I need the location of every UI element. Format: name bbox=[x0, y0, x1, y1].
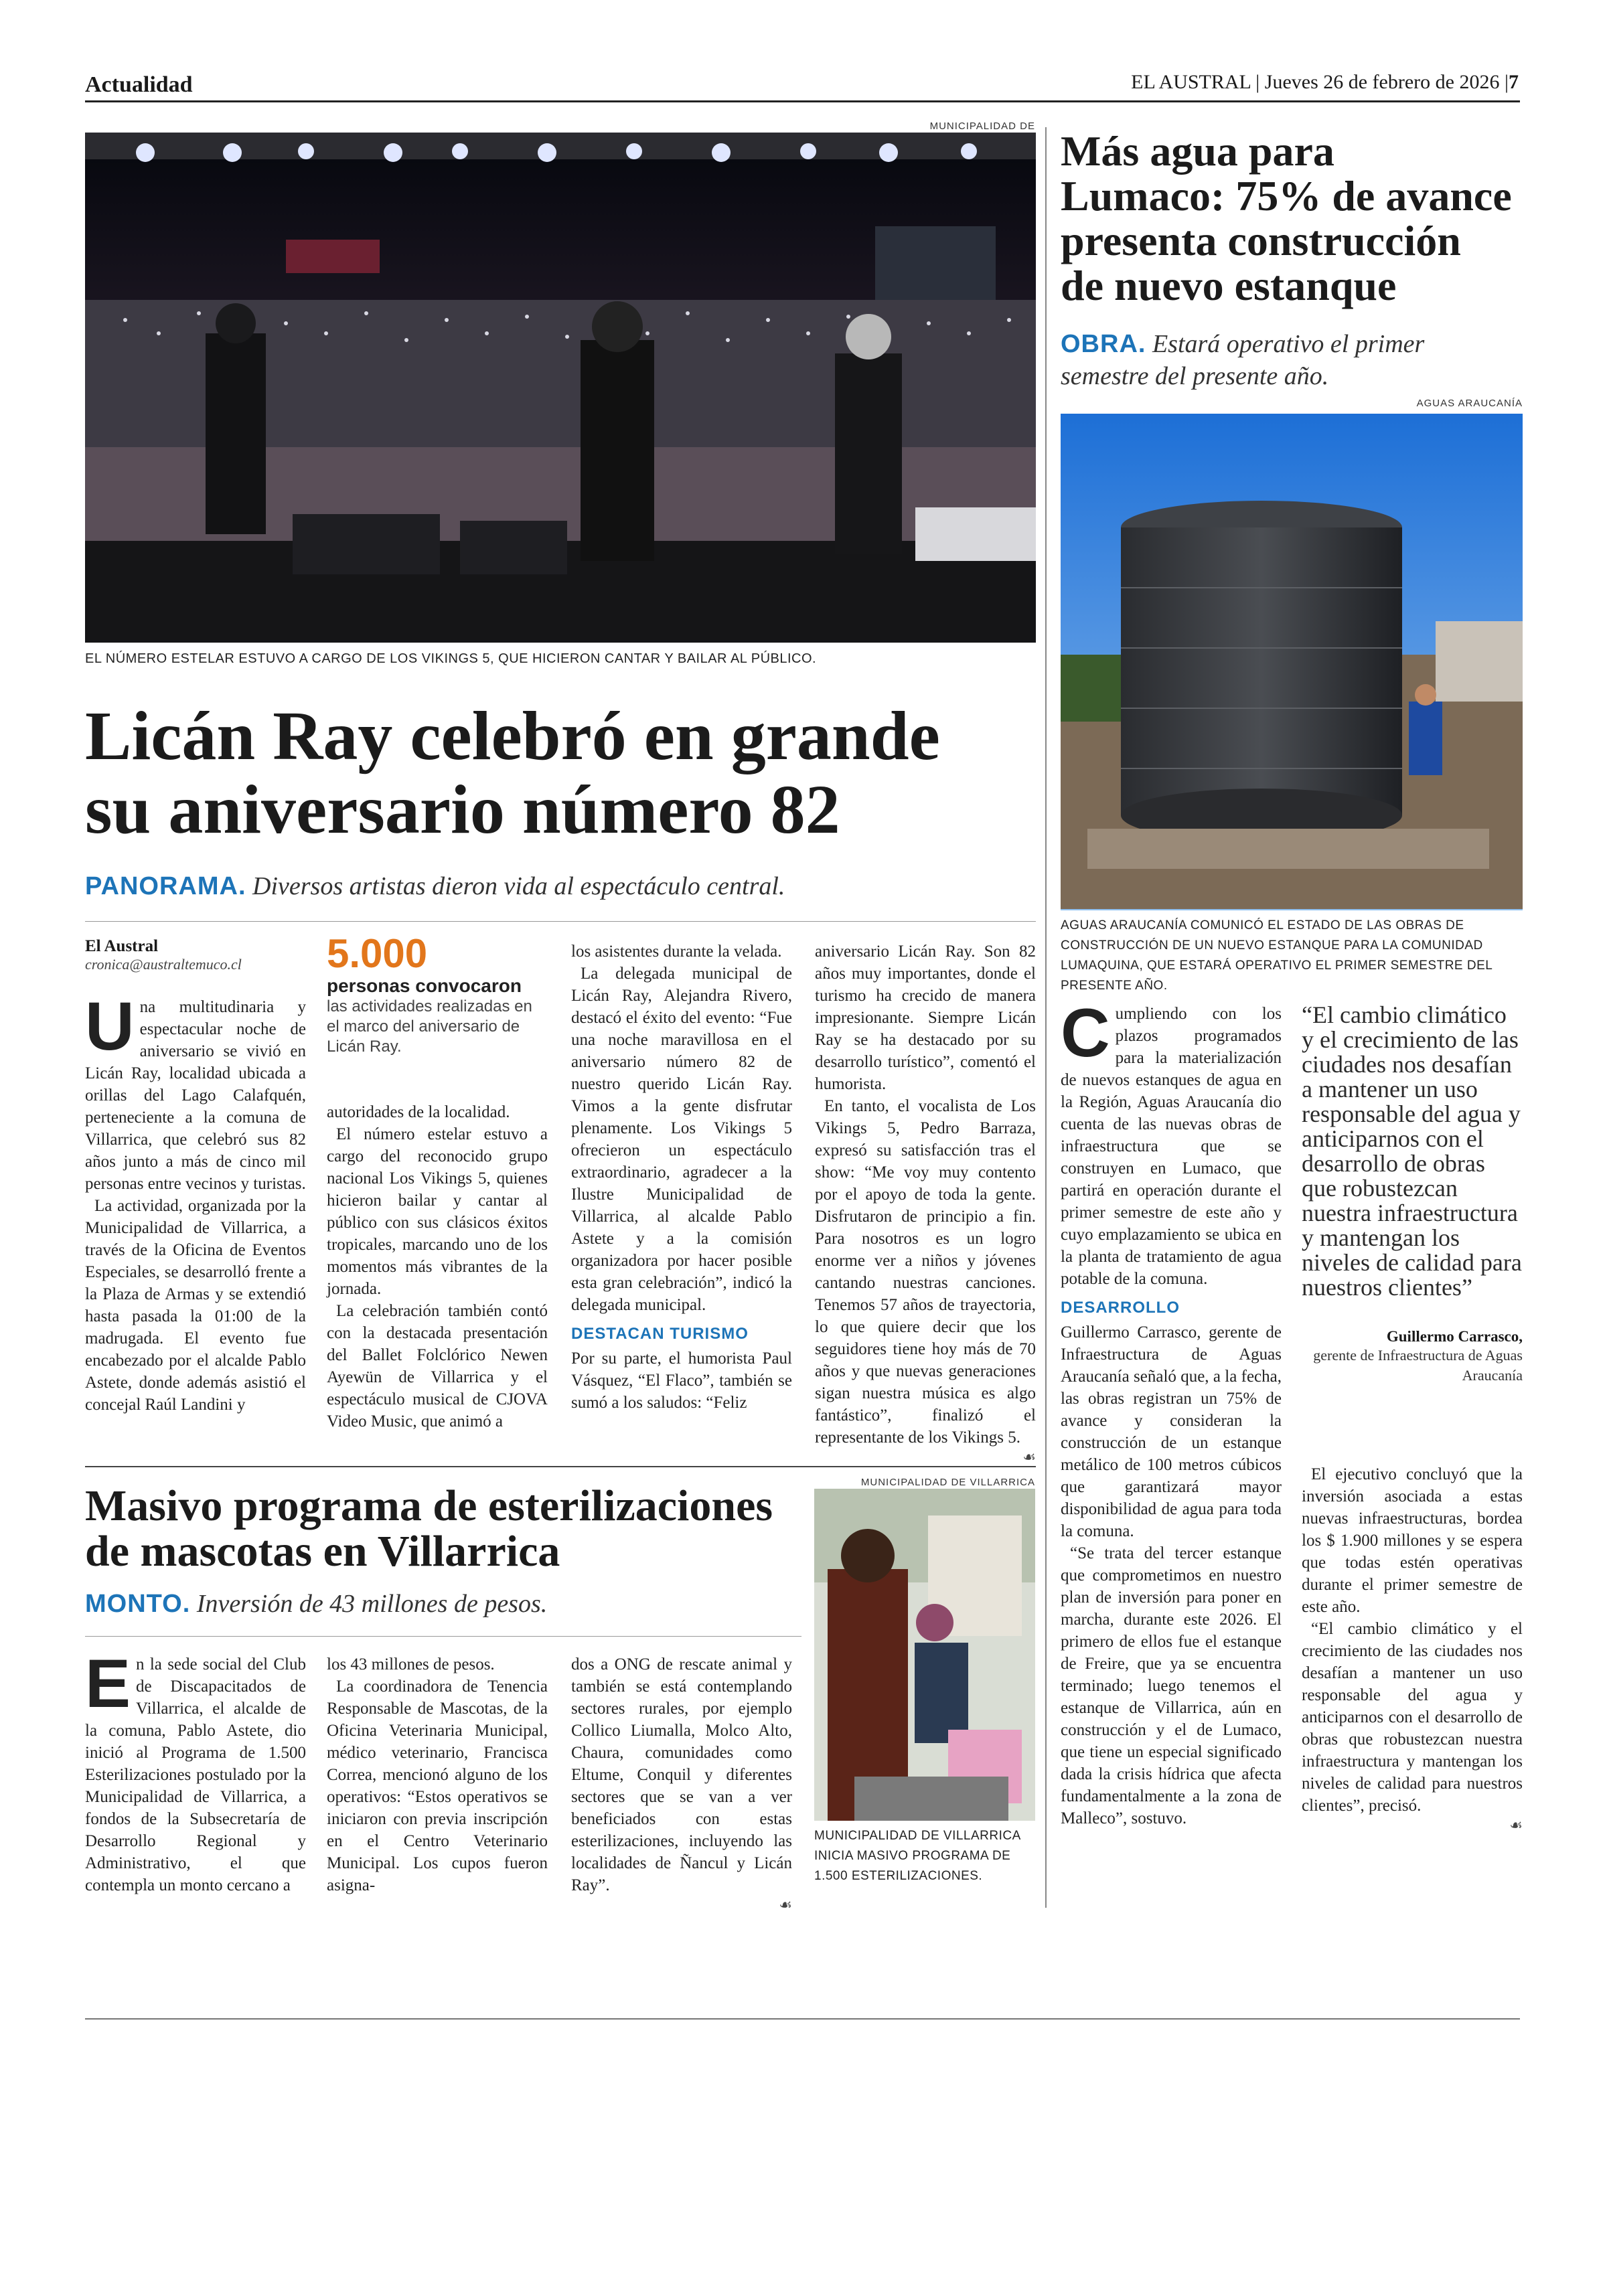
bottom-kicker-rule bbox=[85, 1636, 801, 1637]
tank-photo bbox=[1061, 414, 1523, 910]
quote-name: Guillermo Carrasco, bbox=[1386, 1328, 1523, 1345]
bottom-kicker-text: Inversión de 43 millones de pesos. bbox=[196, 1590, 548, 1618]
main-col2-p1: autoridades de la localidad. bbox=[327, 1103, 510, 1121]
bottom-col2-p1: los 43 millones de pesos. bbox=[327, 1655, 495, 1673]
right-column-1 bbox=[1061, 995, 1282, 1829]
main-column-4 bbox=[815, 940, 1036, 1466]
main-headline-line2: su aniversario número 82 bbox=[85, 771, 840, 848]
main-kicker-rule bbox=[85, 921, 1036, 922]
bottom-kicker bbox=[85, 1589, 547, 1619]
main-headline-line1: Licán Ray celebró en grande bbox=[85, 698, 940, 774]
right-headline-line2: Lumaco: 75% de avance bbox=[1061, 172, 1512, 220]
main-col3-p3: Por su parte, el humorista Paul Vásquez, “El Flaco”, también se sumó a los saludos: “Feliz bbox=[571, 1349, 792, 1412]
stat-text: las actividades realizadas en el marco del aniversario de Licán Ray. bbox=[327, 997, 532, 1056]
bottom-column-1 bbox=[85, 1645, 306, 1896]
right-column-2 bbox=[1302, 1003, 1523, 1834]
column-divider bbox=[1045, 127, 1047, 1908]
main-col3-p1: los asistentes durante la velada. bbox=[571, 942, 782, 961]
bottom-photo-caption: MUNICIPALIDAD DE VILLARRICA INICIA MASIVO PROGRAMA DE 1.500 ESTERILIZACIONES. bbox=[814, 1829, 1020, 1883]
right-col1-p2: Guillermo Carrasco, gerente de Infraestructura de Aguas Araucanía señaló que, a la fecha, las obras registran un 75% de avance y consideran la construcción de un estanque metálico de 100 metros cúbicos que garantizará mayor disponibilidad de agua para toda la comuna. bbox=[1061, 1323, 1282, 1540]
bottom-photo-credit: MUNICIPALIDAD DE VILLARRICA bbox=[860, 1477, 1035, 1488]
bottom-column-3 bbox=[571, 1653, 792, 1914]
page-number: 7 bbox=[1509, 71, 1519, 93]
main-headline bbox=[85, 700, 1036, 847]
right-end-mark-icon: ☙ bbox=[1509, 1817, 1523, 1833]
section-label: Actualidad bbox=[85, 72, 193, 97]
main-column-1 bbox=[85, 937, 306, 1416]
section-rule bbox=[85, 1466, 1036, 1467]
photo-caption: EL NÚMERO ESTELAR ESTUVO A CARGO DE LOS VIKINGS 5, QUE HICIERON CANTAR Y BAILAR AL PÚBLICO. bbox=[85, 651, 817, 666]
main-kicker bbox=[85, 872, 785, 901]
page-header: EL AUSTRAL | Jueves 26 de febrero de 2026 |7 bbox=[1131, 71, 1519, 93]
main-kicker-text: Diversos artistas dieron vida al espectáculo central. bbox=[252, 872, 785, 900]
main-col2-p2: El número estelar estuvo a cargo del reconocido grupo nacional Los Vikings 5, quienes hicieron bailar y cantar al público con sus clásicos éxitos tropicales, marcando uno de los momentos más vibrantes de la jornada. bbox=[327, 1125, 548, 1298]
right-headline-line1: Más agua para bbox=[1061, 127, 1334, 175]
main-col2-p3: La celebración también contó con la destacada presentación del Ballet Folclórico Newen Ayewün de Villarrica y el espectáculo musical de CJOVA Video Music, que animó a bbox=[327, 1302, 548, 1430]
right-kicker bbox=[1061, 328, 1523, 392]
bottom-headline bbox=[85, 1483, 808, 1574]
bottom-headline-line2: de mascotas en Villarrica bbox=[85, 1527, 560, 1576]
main-col1-p2: La actividad, organizada por la Municipalidad de Villarrica, a través de la Oficina de Eventos Especiales, se desarrolló frente a la Plaza de Armas y se extendió hasta pasada la 01:00 de la madrugada. El evento fue encabezado por el alcalde Pablo Astete, donde además asistió el concejal Raúl Landini y bbox=[85, 1197, 306, 1414]
main-column-2 bbox=[327, 932, 548, 1432]
main-col3-p2: La delegada municipal de Licán Ray, Alejandra Rivero, destacó el éxito del evento: “Fue una noche maravillosa en el aniversario número 82 de nuestro querido Licán Ray. Vimos a la gente disfrutar plenamente. Los Vikings 5 ofrecieron un espectáculo extraordinario, agradecer a la Ilustre Municipalidad de Villarrica, al alcalde Pablo Astete y a la comisión organizadora por hacer posible esta gran celebración”, indicó la delegada municipal. bbox=[571, 965, 792, 1314]
bottom-column-2 bbox=[327, 1653, 548, 1896]
right-headline bbox=[1061, 129, 1523, 308]
main-col4-p1: aniversario Licán Ray. Son 82 años muy importantes, donde el turismo ha crecido de manera impresionante. Siempre Licán Ray se ha destacado por su desarrollo turístico”, comentó el humorista. bbox=[815, 942, 1036, 1093]
photo-credit: MUNICIPALIDAD DE bbox=[929, 120, 1035, 132]
right-kicker-text-2: semestre del presente año. bbox=[1061, 362, 1329, 390]
bottom-col1-p1: n la sede social del Club de Discapacitados de Villarrica, el alcalde de la comuna, Pablo Astete, dio inició al Programa de 1.500 Esterilizaciones postulado por la Municipalidad de Villarrica, a fondos de la Subsecretaría de Desarrollo Regional y Administrativo, el que contempla un monto cercano a bbox=[85, 1655, 306, 1894]
issue-date: Jueves 26 de febrero de 2026 bbox=[1264, 71, 1500, 93]
main-column-3 bbox=[571, 940, 792, 1414]
main-col1-p1: na multitudinaria y espectacular noche de aniversario se vivió en Licán Ray, localidad ubicada a orillas del Lago Calafquén, perteneciente a la comuna de Villarrica, que celebró sus 82 años junto a más de cinco mil personas entre vecinos y turistas. bbox=[85, 998, 306, 1193]
right-col1-subhead: DESARROLLO bbox=[1061, 1299, 1180, 1317]
right-col2-p1: El ejecutivo concluyó que la inversión asociada a estas nuevas infraestructuras, bordea los $ 1.900 millones y se espera que todas estén operativas durante el primer semestre de este año. bbox=[1302, 1465, 1523, 1616]
right-col1-p3: “Se trata del tercer estanque que comprometimos en nuestro plan de inversión para poner en marcha, durante este 2026. El primero de ellos fue el estanque de Freire, que ya se encuentra terminado; luego tenemos el estanque de Villarrica, aún en construcción y el de Lumaco, que tiene un especial significado dada la crisis hídrica que afecta fundamentalmente a la zona de Malleco”, sostuvo. bbox=[1061, 1544, 1282, 1827]
page-bottom-rule bbox=[85, 2018, 1520, 2020]
bottom-end-mark-icon: ☙ bbox=[779, 1896, 792, 1913]
pull-quote: “El cambio climático y el crecimiento de las ciudades nos desafían a mantener un uso responsable del agua y anticiparnos con el desarrollo de obras que robustezcan nuestra infraestructura y mantengan los niveles de calidad para nuestros clientes” bbox=[1302, 1001, 1522, 1301]
right-drop-cap: C bbox=[1061, 995, 1110, 1071]
main-drop-cap: U bbox=[85, 988, 135, 1064]
bottom-drop-cap: E bbox=[85, 1645, 131, 1722]
right-photo-credit: AGUAS ARAUCANÍA bbox=[1416, 398, 1523, 409]
header-rule bbox=[85, 100, 1520, 102]
right-headline-line3: presenta construcción bbox=[1061, 217, 1461, 264]
vet-photo bbox=[814, 1489, 1035, 1821]
bottom-kicker-label: MONTO. bbox=[85, 1590, 191, 1618]
concert-photo bbox=[85, 133, 1036, 643]
byline-email[interactable]: cronica@australtemuco.cl bbox=[85, 956, 242, 973]
bottom-headline-line1: Masivo programa de esterilizaciones bbox=[85, 1481, 773, 1530]
byline: El Austral bbox=[85, 937, 159, 955]
end-mark-icon: ☙ bbox=[1022, 1449, 1036, 1465]
paper-name: EL AUSTRAL bbox=[1131, 71, 1251, 93]
main-col3-subhead: DESTACAN TURISMO bbox=[571, 1325, 749, 1343]
bottom-col3-p1: dos a ONG de rescate animal y también se está contemplando sectores rurales, por ejemplo Collico Liumalla, Molco Alto, Chaura, comunidades como Eltume, Conquil y diferentes sectores que se van a ver beneficiados con estas esterilizaciones, incluyendo las localidades de Ñancul y Licán Ray”. bbox=[571, 1655, 792, 1894]
main-kicker-label: PANORAMA. bbox=[85, 872, 246, 900]
right-kicker-text-1: Estará operativo el primer bbox=[1152, 330, 1425, 358]
quote-role: gerente de Infraestructura de Aguas Araucanía bbox=[1313, 1347, 1523, 1384]
stat-number: 5.000 bbox=[327, 931, 428, 976]
right-col2-p2: “El cambio climático y el crecimiento de las ciudades nos desafían a mantener un uso responsable del agua y anticiparnos con el desarrollo de obras que robustezcan nuestra infraestructura y mantengan los niveles de calidad para nuestros clientes”, precisó. bbox=[1302, 1620, 1523, 1815]
right-headline-line4: de nuevo estanque bbox=[1061, 262, 1397, 309]
right-photo-caption: AGUAS ARAUCANÍA COMUNICÓ EL ESTADO DE LAS OBRAS DE CONSTRUCCIÓN DE UN NUEVO ESTANQUE PARA LA COMUNIDAD LUMAQUINA, QUE ESTARÁ OPERATIVO EL PRIMER SEMESTRE DEL PRESENTE AÑO. bbox=[1061, 918, 1493, 993]
right-kicker-label: OBRA. bbox=[1061, 330, 1146, 358]
bottom-col2-p2: La coordinadora de Tenencia Responsable de Mascotas, de la Oficina Veterinaria Municipal, médico veterinario, Francisca Correa, mencionó alguno de los operativos: “Estos operativos se iniciaron con previa inscripción en el Centro Veterinario Municipal. Los cupos fueron asigna- bbox=[327, 1677, 548, 1894]
main-col4-p2: En tanto, el vocalista de Los Vikings 5, Pedro Barraza, expresó su satisfacción tras el show: “Me voy muy contento por el apoyo de toda la gente. Disfrutaron de principio a fin. Para nosotros es un logro enorme ver a niños y jóvenes cantando nuestras canciones. Tenemos 57 años de trayectoria, lo que quiere decir que los seguidores tiene hoy más de 70 años y que nuevas generaciones sigan nuestra música es algo fantástico”, finalizó el representante de los Vikings 5. bbox=[815, 1097, 1036, 1447]
stat-label: personas convocaron bbox=[327, 975, 522, 996]
right-col1-p1: umpliendo con los plazos programados para la materialización de nuevos estanques de agua en la Región, Aguas Araucanía dio cuenta de las nuevas obras de infraestructura que se construyen en Lumaco, que partirá en operación durante el primer semestre de este año y cuyo emplazamiento se ubica en la planta de tratamiento de agua potable de la comuna. bbox=[1061, 1005, 1282, 1288]
